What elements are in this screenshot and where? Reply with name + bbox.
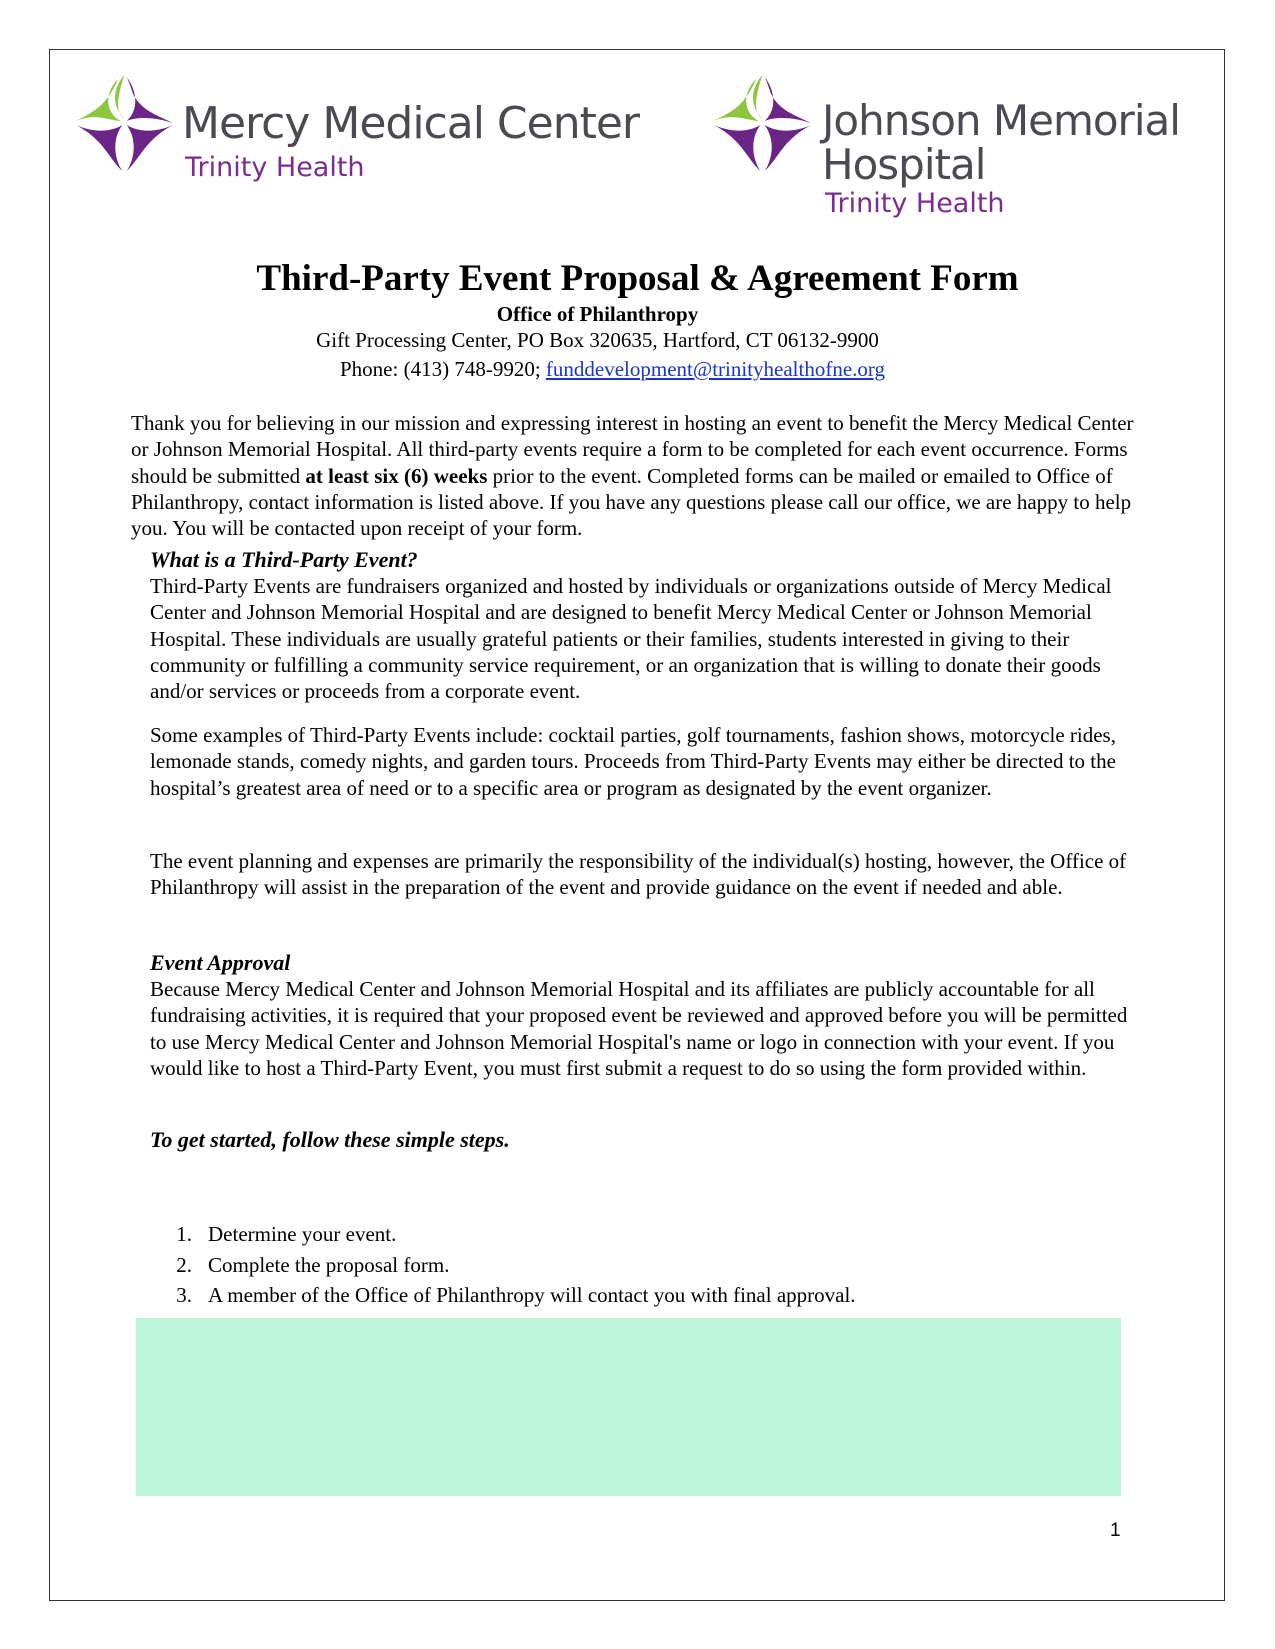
trinity-cross-icon bbox=[710, 68, 815, 178]
intro-paragraph bbox=[131, 410, 1141, 541]
steps-list bbox=[150, 1222, 856, 1314]
office-name: Office of Philanthropy bbox=[496, 302, 699, 326]
step-number: 3. bbox=[176, 1283, 192, 1307]
planning-paragraph: The event planning and expenses are primarily the responsibility of the individual(s) hosting, however, the Office of Philanthropy will assist in the preparation of the event and provide guidance on the event if needed and able. bbox=[150, 849, 1127, 900]
steps-heading: To get started, follow these simple steps. bbox=[150, 1127, 510, 1152]
what-is-heading: What is a Third-Party Event? bbox=[150, 547, 418, 572]
mercy-medical-center-logo bbox=[72, 68, 640, 198]
approval-heading: Event Approval bbox=[150, 950, 291, 975]
step-item bbox=[150, 1253, 856, 1284]
trinity-cross-icon bbox=[72, 68, 177, 178]
mercy-logo-name: Mercy Medical Center bbox=[182, 98, 640, 149]
step-text: A member of the Office of Philanthropy will contact you with final approval. bbox=[208, 1283, 856, 1307]
highlight-box bbox=[136, 1318, 1121, 1496]
email-link[interactable]: funddevelopment@trinityhealthofne.org bbox=[545, 357, 886, 381]
step-number: 1. bbox=[176, 1222, 192, 1246]
intro-deadline-emphasis: at least six (6) weeks bbox=[305, 463, 488, 488]
step-item bbox=[150, 1283, 856, 1314]
step-text: Determine your event. bbox=[208, 1222, 397, 1246]
step-item bbox=[150, 1222, 856, 1253]
mailing-address: Gift Processing Center, PO Box 320635, Hartford, CT 06132-9900 bbox=[316, 328, 879, 352]
page-number: 1 bbox=[1110, 1520, 1121, 1541]
what-is-paragraph: Third-Party Events are fundraisers organized and hosted by individuals or organizations outside of Mercy Medical Center and Johnson Memorial Hospital and are designed to benefit Mercy Medical Center or Johnson Memorial Hospital. These individuals are usually grateful patients or their families, students interested in giving to their community or fulfilling a community service requirement, or an organization that is willing to donate their goods and/or services or proceeds from a corporate event. bbox=[150, 574, 1112, 704]
contact-line bbox=[340, 357, 885, 382]
jmh-logo-name-line1: Johnson Memorial bbox=[822, 96, 1180, 145]
step-number: 2. bbox=[176, 1252, 192, 1277]
jmh-logo-name-line2: Hospital bbox=[822, 140, 986, 189]
step-text: Complete the proposal form. bbox=[208, 1252, 450, 1277]
document-title: Third-Party Event Proposal & Agreement Form bbox=[256, 258, 1019, 299]
johnson-memorial-hospital-logo bbox=[710, 68, 1180, 228]
examples-paragraph: Some examples of Third-Party Events include: cocktail parties, golf tournaments, fashion shows, motorcycle rides, lemonade stands, comedy nights, and garden tours. Proceeds from Third-Party Events may either be directed to the hospital’s greatest area of need or to a specific area or program as designated by the event organizer. bbox=[150, 723, 1116, 800]
phone-number: Phone: (413) 748-9920; bbox=[340, 357, 546, 381]
intro-text-1: Thank you for believing in our mission and expressing interest in hosting an event to benefit the Mercy Medical Center or Johnson Memorial Hospital. All third-party events require a form to be completed for each event occurrence. Forms should be submitted bbox=[131, 411, 1134, 488]
jmh-logo-subtitle: Trinity Health bbox=[825, 188, 1005, 219]
approval-paragraph: Because Mercy Medical Center and Johnson Memorial Hospital and its affiliates are publicly accountable for all fundraising activities, it is required that your proposed event be reviewed and approved before you will be permitted to use Mercy Medical Center and Johnson Memorial Hospital's name or logo in connection with your event. If you would like to host a Third-Party Event, you must first submit a request to do so using the form provided within. bbox=[150, 977, 1128, 1080]
intro-text-2: prior to the event. Completed forms can be mailed or emailed to Office of Philanthropy, contact information is listed above. If you have any questions please call our office, we are happy to help you. You will be contacted upon receipt of your form. bbox=[131, 463, 1132, 541]
mercy-logo-subtitle: Trinity Health bbox=[185, 152, 365, 183]
